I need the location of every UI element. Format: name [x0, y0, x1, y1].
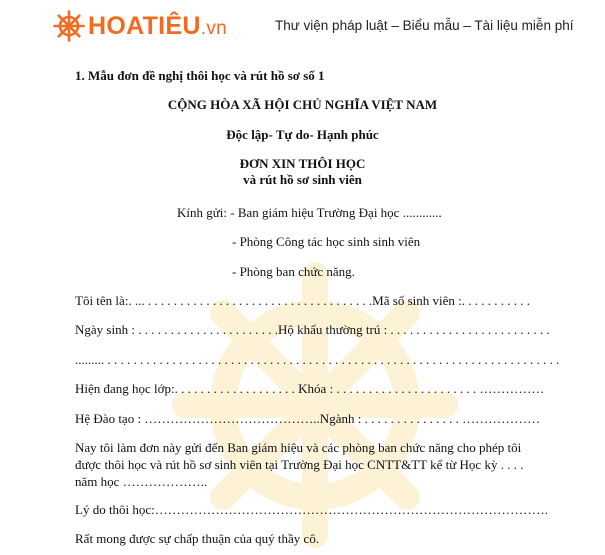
brand-name-suffix: .vn — [200, 18, 227, 39]
motto: Độc lập- Tự do- Hạnh phúc — [226, 127, 379, 142]
field-birth: Ngày sinh : . . . . . . . . . . . . . . . . . . . . . .Hộ khẩu thường trú : . . . . . . . . . . . . . . . . . . . . . . . . . — [75, 322, 550, 337]
request-line-3: năm học ……………….. — [75, 474, 208, 489]
brand-name-main: HOATIÊU — [88, 12, 201, 40]
field-class: Hiện đang học lớp:. . . . . . . . . . . . . . . . . . . Khóa : . . . . . . . . . . . . . . . . . . . . . . …………… — [75, 381, 545, 396]
field-reason: Lý do thôi học:………………………………………………………………………………. — [75, 502, 549, 517]
closing-line: Rất mong được sự chấp thuận của quý thầy cô. — [75, 531, 320, 546]
request-line-2: được thôi học và rút hồ sơ sinh viên tại Trường Đại học CNTT&TT kể từ Học kỳ . . . . — [75, 457, 524, 472]
recipient-line-2: - Phòng Công tác học sinh sinh viên — [232, 234, 421, 249]
request-line-1: Nay tôi làm đơn này gửi đến Ban giám hiệu và các phòng ban chức năng cho phép tôi — [75, 440, 522, 455]
field-training: Hệ Đào tạo : …………………………………..Ngành : . . . . . . . . . . . . . . . ……………… — [75, 411, 541, 426]
recipient-line-1: Kính gửi: - Ban giám hiệu Trường Đại học ............ — [177, 205, 442, 220]
recipient-line-3: - Phòng ban chức năng. — [232, 264, 355, 279]
field-address-continued: ......... . . . . . . . . . . . . . . . . . . . . . . . . . . . . . . . . . . . . . . . . . . . . . . . . . . . . . . . . . . . . . . . . . . . . . . — [75, 352, 560, 367]
national-title: CỘNG HÒA XÃ HỘI CHỦ NGHĨA VIỆT NAM — [167, 97, 438, 112]
form-title: ĐƠN XIN THÔI HỌC — [239, 156, 366, 171]
section-title: 1. Mẫu đơn đề nghị thôi học và rút hồ sơ số 1 — [75, 68, 325, 83]
site-tagline: Thư viện pháp luật – Biểu mẫu – Tài liệu miễn phí — [275, 18, 574, 33]
form-subtitle: và rút hồ sơ sinh viên — [243, 172, 362, 187]
field-name: Tôi tên là:. ... . . . . . . . . . . . . . . . . . . . . . . . . . . . . . . . . . . .Mã số sinh viên :. . . . . . . . . . . — [75, 293, 530, 308]
